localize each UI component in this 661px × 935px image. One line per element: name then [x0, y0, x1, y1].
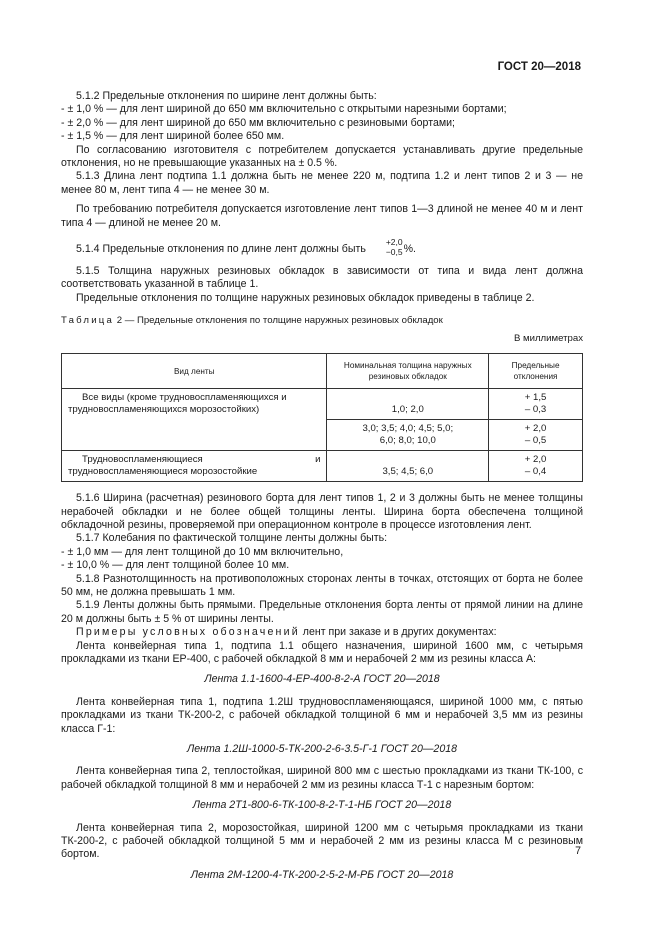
example-1-designation: Лента 1.1-1600-4-ЕР-400-8-2-А ГОСТ 20—2018 — [204, 673, 440, 686]
deviation-plus: + 1,5 — [524, 392, 547, 404]
table-label: Таблица — [61, 315, 115, 327]
table-caption — [61, 314, 583, 327]
paragraph-customer-request: По требованию потребителя допускается изготовление лент типов 1—3 длиной не менее 40 м и лент типа 4 — длиной не менее 20 м. — [61, 203, 583, 229]
clause-5-1-9: 5.1.9 Ленты должны быть прямыми. Предельные отклонения борта ленты от прямой линии на длине 20 м должны быть ± 5 % от ширины ленты. — [61, 599, 583, 625]
bullet-item: - ± 1,0 мм — для лент толщиной до 10 мм включительно, — [61, 545, 344, 558]
deviation-plus: + 2,0 — [524, 454, 547, 466]
examples-lead — [61, 626, 583, 639]
table-cell-thickness: 3,5; 4,5; 6,0 — [327, 451, 489, 482]
column-header: Вид ленты — [62, 354, 327, 389]
clause-5-1-2: 5.1.2 Предельные отклонения по ширине лент должны быть: — [76, 90, 377, 102]
table-header-row — [62, 354, 583, 389]
table-cell-deviation — [489, 451, 583, 482]
clause-5-1-6: 5.1.6 Ширина (расчетная) резинового борта для лент типов 1, 2 и 3 должны быть не менее толщины нерабочей обкладки и не более общей толщины ленты. Ширина борта обеспечена толщиной обкладочной резины, проверяемой при операционном контроле в процессе изготовления лент. — [61, 492, 583, 531]
bullet-item: - ± 1,0 % — для лент шириной до 650 мм включительно с открытыми нарезными бортами; — [61, 103, 507, 116]
tolerance-minus: −0,5 — [385, 247, 403, 258]
examples-lead-rest: лент при заказе и в других документах: — [299, 626, 497, 639]
clause-5-1-7: 5.1.7 Колебания по фактической толщине ленты должны быть: — [76, 532, 388, 545]
clause-5-1-3: 5.1.3 Длина лент подтипа 1.1 должна быть не менее 220 м, подтипа 1.2 и лент типов 2 и 3 — не менее 80 м, лент типа 4 — не менее 30 м. — [61, 170, 583, 196]
standard-code-header: ГОСТ 20—2018 — [497, 61, 581, 73]
table-cell-deviation — [489, 389, 583, 420]
deviation-minus: – 0,3 — [524, 404, 547, 416]
tolerance-stack — [371, 237, 403, 257]
tolerance-plus: +2,0 — [385, 237, 403, 248]
table-cell-thickness: 3,0; 3,5; 4,0; 4,5; 5,0; 6,0; 8,0; 10,0 — [327, 420, 489, 451]
page-content — [61, 90, 583, 891]
clause-5-1-4 — [61, 239, 583, 259]
example-2-designation: Лента 1.2Ш-1000-5-ТК-200-2-6-3.5-Г-1 ГОСТ 20—2018 — [186, 743, 458, 755]
example-1: Лента конвейерная типа 1, подтипа 1.1 общего назначения, шириной 1600 мм, с четырьмя прокладками из ткани ЕР-400, с рабочей обкладкой 8 мм и нерабочей 2 мм из резины класса А: — [61, 639, 583, 665]
clause-5-1-5: 5.1.5 Толщина наружных резиновых обкладок в зависимости от типа и вида лент должна соответствовать указанной в таблице 1. — [61, 265, 583, 291]
examples-lead-spaced: Примеры условных обозначений — [76, 626, 300, 639]
column-header: Номинальная толщина наружных резиновых обкладок — [327, 354, 489, 389]
bullet-item: - ± 10,0 % — для лент толщиной более 10 мм. — [61, 559, 290, 572]
table-cell-deviation — [489, 420, 583, 451]
paragraph-agreement: По согласованию изготовителя с потребителем допускается устанавливать другие предельные отклонения, но не превышающие указанных на ± 0.5 %. — [61, 143, 583, 170]
paragraph-table-reference: Предельные отклонения по толщине наружных резиновых обкладок приведены в таблице 2. — [76, 291, 535, 304]
example-3: Лента конвейерная типа 2, теплостойкая, шириной 800 мм с шестью прокладками из ткани ТК-100, с рабочей обкладкой толщиной 8 мм и нерабочей 2 мм из резины класса Т-1 с нарезным бортом: — [61, 765, 583, 791]
example-2: Лента конвейерная типа 1, подтипа 1.2Ш трудновоспламеняющаяся, шириной 1000 мм, с пятью прокладками из ткани ТК-200-2, с рабочей обкладкой толщиной 6 мм и нерабочей 3,5 мм из резины класса Г-1: — [61, 695, 583, 735]
clause-5-1-4-text: 5.1.4 Предельные отклонения по длине лент должны быть — [76, 242, 366, 255]
page-number: 7 — [575, 845, 581, 857]
example-4-designation: Лента 2М-1200-4-ТК-200-2-5-2-М-РБ ГОСТ 20—2018 — [190, 868, 454, 881]
table-row — [62, 451, 583, 482]
example-3-designation: Лента 2Т1-800-6-ТК-100-8-2-Т-1-НБ ГОСТ 20—2018 — [192, 799, 452, 812]
table-title: 2 — Предельные отклонения по толщине наружных резиновых обкладок — [116, 315, 443, 327]
deviation-plus: + 2,0 — [524, 423, 547, 435]
deviation-table — [61, 353, 583, 482]
table-cell-kind: Все виды (кроме трудновоспламеняющихся и трудновоспламеняющихся морозостойких) — [62, 389, 327, 451]
table-units: В миллиметрах — [513, 332, 583, 344]
table-cell-thickness: 1,0; 2,0 — [327, 389, 489, 420]
tolerance-unit: %. — [403, 242, 416, 255]
table-cell-kind: Трудновоспламеняющиеся и трудновоспламеняющиеся морозостойкие — [62, 451, 327, 482]
bullet-item: - ± 2,0 % — для лент шириной до 650 мм включительно с резиновыми бортами; — [61, 116, 455, 129]
column-header: Предельные отклонения — [489, 354, 583, 389]
deviation-minus: – 0,4 — [524, 466, 547, 478]
clause-5-1-8: 5.1.8 Разнотолщинность на противоположных сторонах ленты в точках, отстоящих от борта не более 50 мм, не должна превышать 1 мм. — [61, 572, 583, 598]
deviation-minus: – 0,5 — [524, 435, 547, 447]
example-4: Лента конвейерная типа 2, морозостойкая, шириной 1200 мм с четырьмя прокладками из ткани ТК-200-2, с рабочей обкладкой толщиной 5 мм и нерабочей 2 мм из резины класса М с резиновым бортом. — [61, 821, 583, 861]
bullet-item: - ± 1,5 % — для лент шириной более 650 мм. — [61, 130, 285, 143]
table-row — [62, 389, 583, 420]
